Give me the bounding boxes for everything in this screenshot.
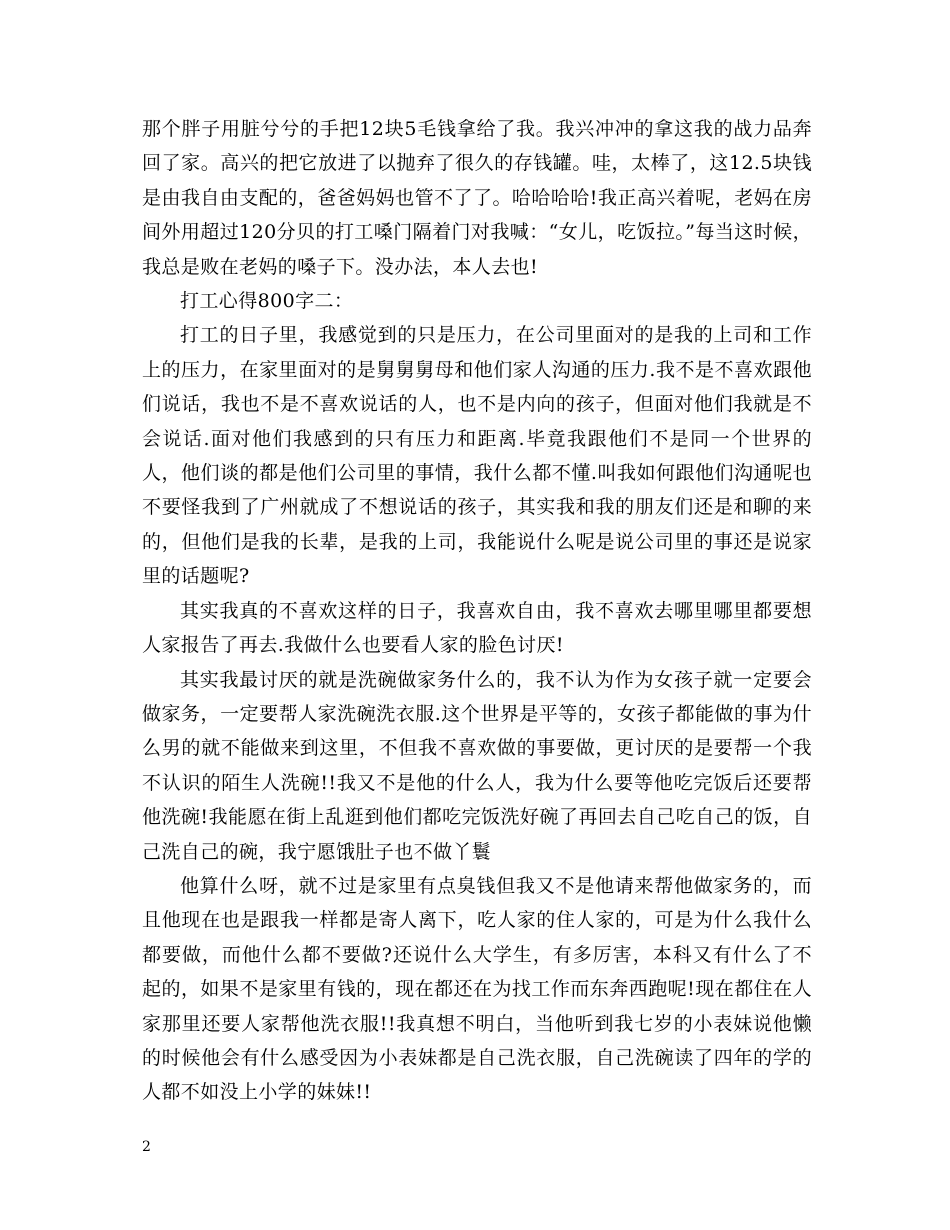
paragraph-1: 那个胖子用脏兮兮的手把12块5毛钱拿给了我。我兴冲冲的拿这我的战力品奔回了家。高兴的把它放进了以抛弃了很久的存钱罐。哇，太棒了，这12.5块钱是由我自由支配的，爸爸妈妈也管不了了。哈哈哈哈!我正高兴着呢，老妈在房间外用超过120分贝的打工嗓门隔着门对我喊：“女儿，吃饭拉。”每当这时候，我总是败在老妈的嗓子下。没办法，本人去也! (142, 118, 812, 278)
paragraph-2: 打工的日子里，我感觉到的只是压力，在公司里面对的是我的上司和工作上的压力，在家里面对的是舅舅舅母和他们家人沟通的压力.我不是不喜欢跟他们说话，我也不是不喜欢说话的人，也不是内向的孩子，但面对他们我就是不会说话.面对他们我感到的只有压力和距离.毕竟我跟他们不是同一个世界的人，他们谈的都是他们公司里的事情，我什么都不懂.叫我如何跟他们沟通呢也不要怪我到了广州就成了不想说话的孩子，其实我和我的朋友们还是和聊的来的，但他们是我的长辈，是我的上司，我能说什么呢是说公司里的事还是说家里的话题呢? (142, 324, 812, 588)
page-number: 2 (142, 1139, 151, 1155)
document-body (142, 112, 812, 1110)
paragraph-5: 他算什么呀，就不过是家里有点臭钱但我又不是他请来帮他做家务的，而且他现在也是跟我一样都是寄人离下，吃人家的住人家的，可是为什么我什么都要做，而他什么都不要做?还说什么大学生，有多厉害，本科又有什么了不起的，如果不是家里有钱的，现在都还在为找工作而东奔西跑呢!现在都住在人家那里还要人家帮他洗衣服!!我真想不明白，当他听到我七岁的小表妹说他懒的时候他会有什么感受因为小表妹都是自己洗衣服，自己洗碗读了四年的学的人都不如没上小学的妹妹!! (142, 874, 812, 1104)
paragraph-3: 其实我真的不喜欢这样的日子，我喜欢自由，我不喜欢去哪里哪里都要想人家报告了再去.我做什么也要看人家的脸色讨厌! (142, 599, 812, 657)
section-heading: 打工心得800字二： (180, 290, 354, 313)
paragraph-4: 其实我最讨厌的就是洗碗做家务什么的，我不认为作为女孩子就一定要会做家务，一定要帮人家洗碗洗衣服.这个世界是平等的，女孩子都能做的事为什么男的就不能做来到这里，不但我不喜欢做的事要做，更讨厌的是要帮一个我不认识的陌生人洗碗!!我又不是他的什么人，我为什么要等他吃完饭后还要帮他洗碗!我能愿在街上乱逛到他们都吃完饭洗好碗了再回去自己吃自己的饭，自己洗自己的碗，我宁愿饿肚子也不做丫鬟 (142, 668, 812, 863)
